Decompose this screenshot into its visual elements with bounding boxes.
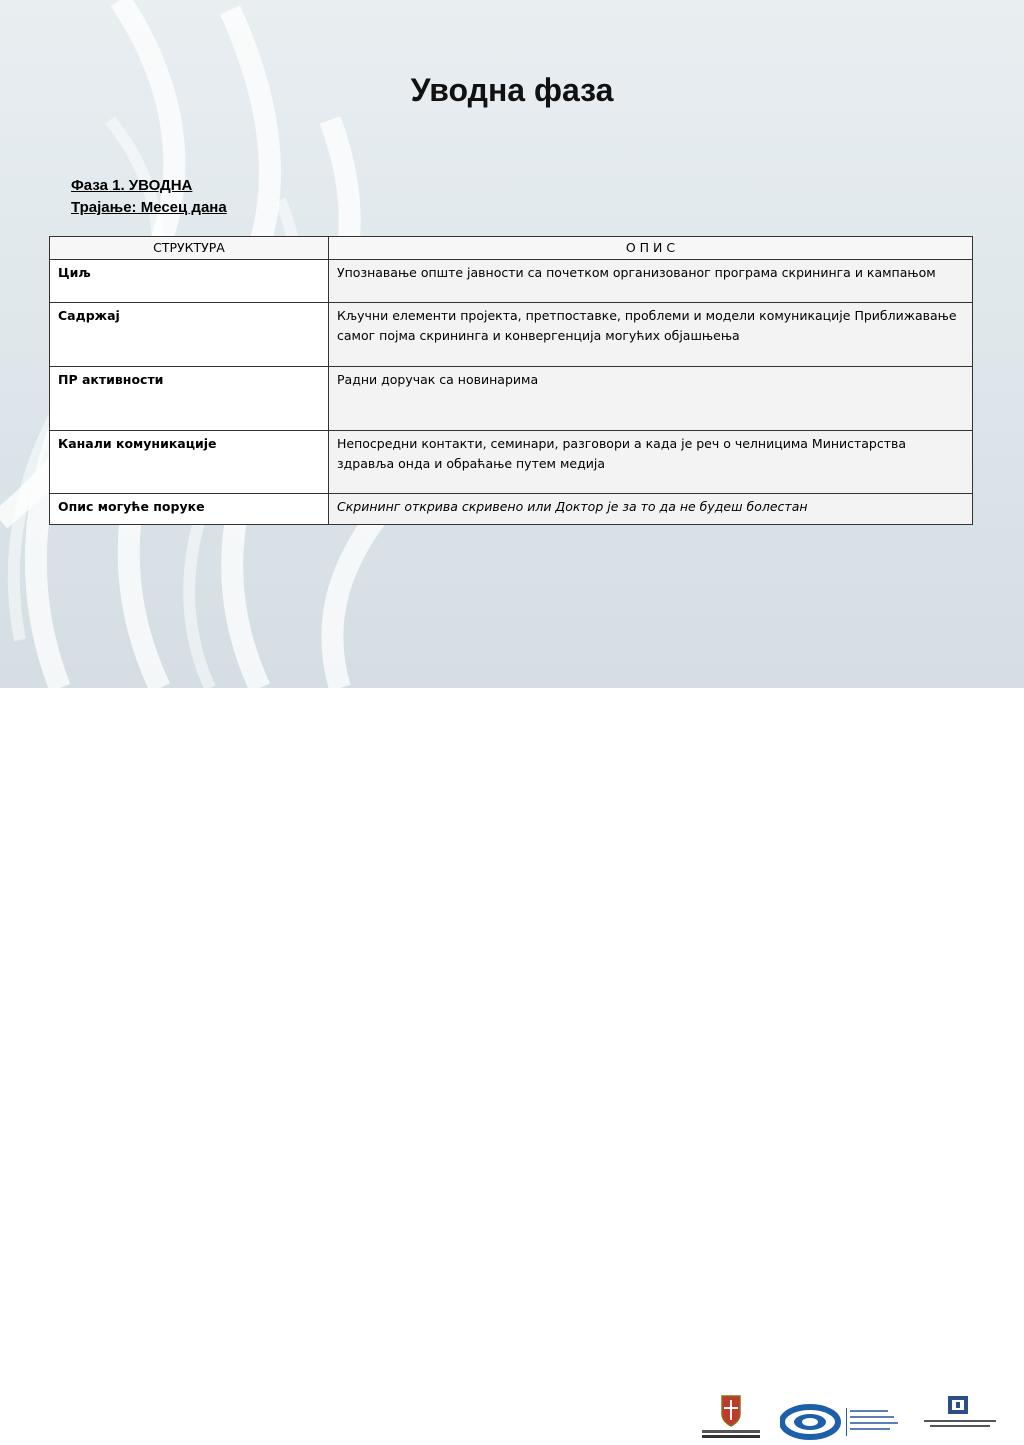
header-structure: СТРУКТУРА: [50, 237, 329, 260]
phase-table: [49, 236, 973, 525]
slide-background: [0, 0, 1024, 688]
row-label: Садржај: [50, 303, 329, 367]
table-row: [50, 303, 973, 367]
row-description: Скрининг открива скривено или Доктор је за то да не будеш болестан: [329, 494, 973, 525]
row-description: Упознавање опште јавности са почетком организованог програма скрининга и кампањом: [329, 260, 973, 303]
phase-label: Фаза 1. УВОДНА: [71, 177, 193, 194]
header-description: О П И С: [329, 237, 973, 260]
phase-info: [71, 175, 227, 219]
duration-label: Трајање: Месец дана: [71, 199, 227, 216]
table-header-row: [50, 237, 973, 260]
row-label: Опис могуће поруке: [50, 494, 329, 525]
dils-logo: [780, 1404, 904, 1440]
row-label: ПР активности: [50, 367, 329, 431]
slide-title: Уводна фаза: [410, 72, 614, 108]
table-row: [50, 494, 973, 525]
table-row: [50, 367, 973, 431]
institute-logo: [922, 1394, 998, 1434]
table-row: [50, 431, 973, 494]
row-label: Циљ: [50, 260, 329, 303]
table-row: [50, 260, 973, 303]
row-description: Непосредни контакти, семинари, разговори а када је реч о челницима Министарства здравља онда и обраћање путем медија: [329, 431, 973, 494]
row-description: Радни доручак са новинарима: [329, 367, 973, 431]
footer-logos: [0, 688, 1024, 768]
row-description: Кључни елементи пројекта, претпоставке, проблеми и модели комуникације Приближавање самог појма скрининга и конвергенција могућих објашњења: [329, 303, 973, 367]
coat-of-arms-logo: [700, 1394, 762, 1440]
row-label: Канали комуникације: [50, 431, 329, 494]
